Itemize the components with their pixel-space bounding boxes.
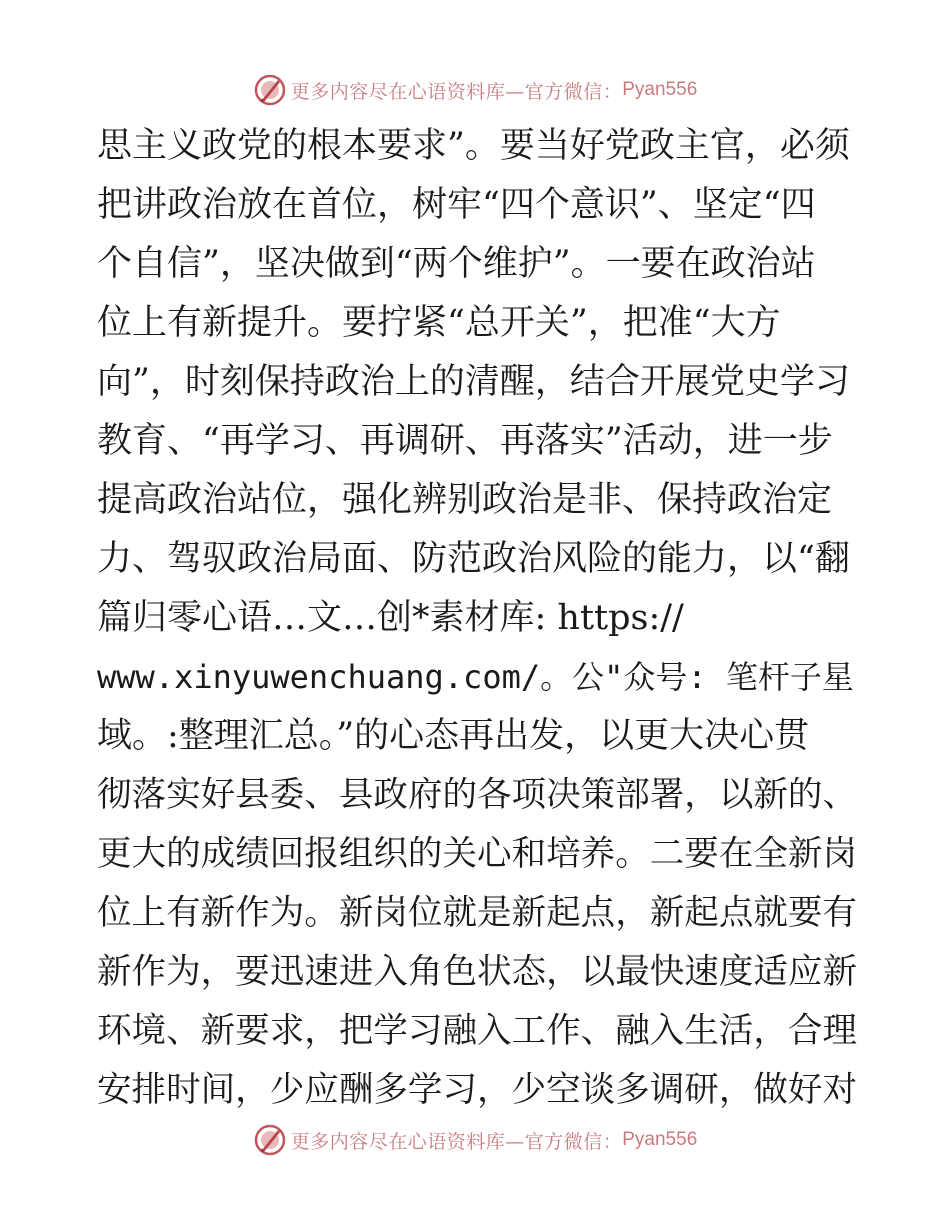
text-line: 力、驾驭政治局面、防范政治风险的能力，以“翻 bbox=[97, 539, 850, 579]
text-line: 思主义政党的根本要求”。要当好党政主官，必须 bbox=[97, 126, 850, 166]
text-line: 彻落实好县委、县政府的各项决策部署，以新的、 bbox=[97, 775, 858, 815]
watermark-wechat-id: Pyan556 bbox=[622, 1129, 698, 1150]
text-line: 域。:整理汇总。”的心态再出发，以更大决心贯 bbox=[97, 716, 810, 756]
text-line: 提高政治站位，强化辨别政治是非、保持政治定 bbox=[97, 480, 833, 520]
watermark-text: 更多内容尽在心语资料库—官方微信： bbox=[290, 80, 623, 103]
text-line-url: www.xinyuwenchuang.com/。公"众号: 笔杆子星 bbox=[97, 658, 854, 696]
text-line: 环境、新要求，把学习融入工作、融入生活，合理 bbox=[97, 1011, 858, 1051]
text-line: 更大的成绩回报组织的关心和培养。二要在全新岗 bbox=[97, 834, 858, 874]
text-line: 位上有新作为。新岗位就是新起点，新起点就要有 bbox=[97, 893, 858, 933]
document-body bbox=[97, 117, 857, 1120]
text-line: 篇归零心语…文…创*素材库: https:// bbox=[97, 598, 684, 638]
quill-pen-logo-icon bbox=[253, 73, 287, 107]
text-line: 向”，时刻保持政治上的清醒，结合开展党史学习 bbox=[97, 362, 850, 402]
text-line: 新作为，要迅速进入角色状态，以最快速度适应新 bbox=[97, 952, 858, 992]
watermark-wechat-id: Pyan556 bbox=[622, 79, 698, 100]
watermark-text: 更多内容尽在心语资料库—官方微信： bbox=[290, 1130, 623, 1153]
header-watermark bbox=[0, 70, 950, 110]
footer-watermark bbox=[0, 1120, 950, 1160]
text-line: 个自信”，坚决做到“两个维护”。一要在政治站 bbox=[97, 244, 816, 284]
text-line: 把讲政治放在首位，树牢“四个意识”、坚定“四 bbox=[97, 185, 816, 225]
quill-pen-logo-icon bbox=[253, 1123, 287, 1157]
text-line: 教育、“再学习、再调研、再落实”活动，进一步 bbox=[97, 421, 833, 461]
text-line: 位上有新提升。要拧紧“总开关”，把准“大方 bbox=[97, 303, 781, 343]
text-line: 安排时间，少应酬多学习，少空谈多调研，做好对 bbox=[97, 1070, 858, 1110]
